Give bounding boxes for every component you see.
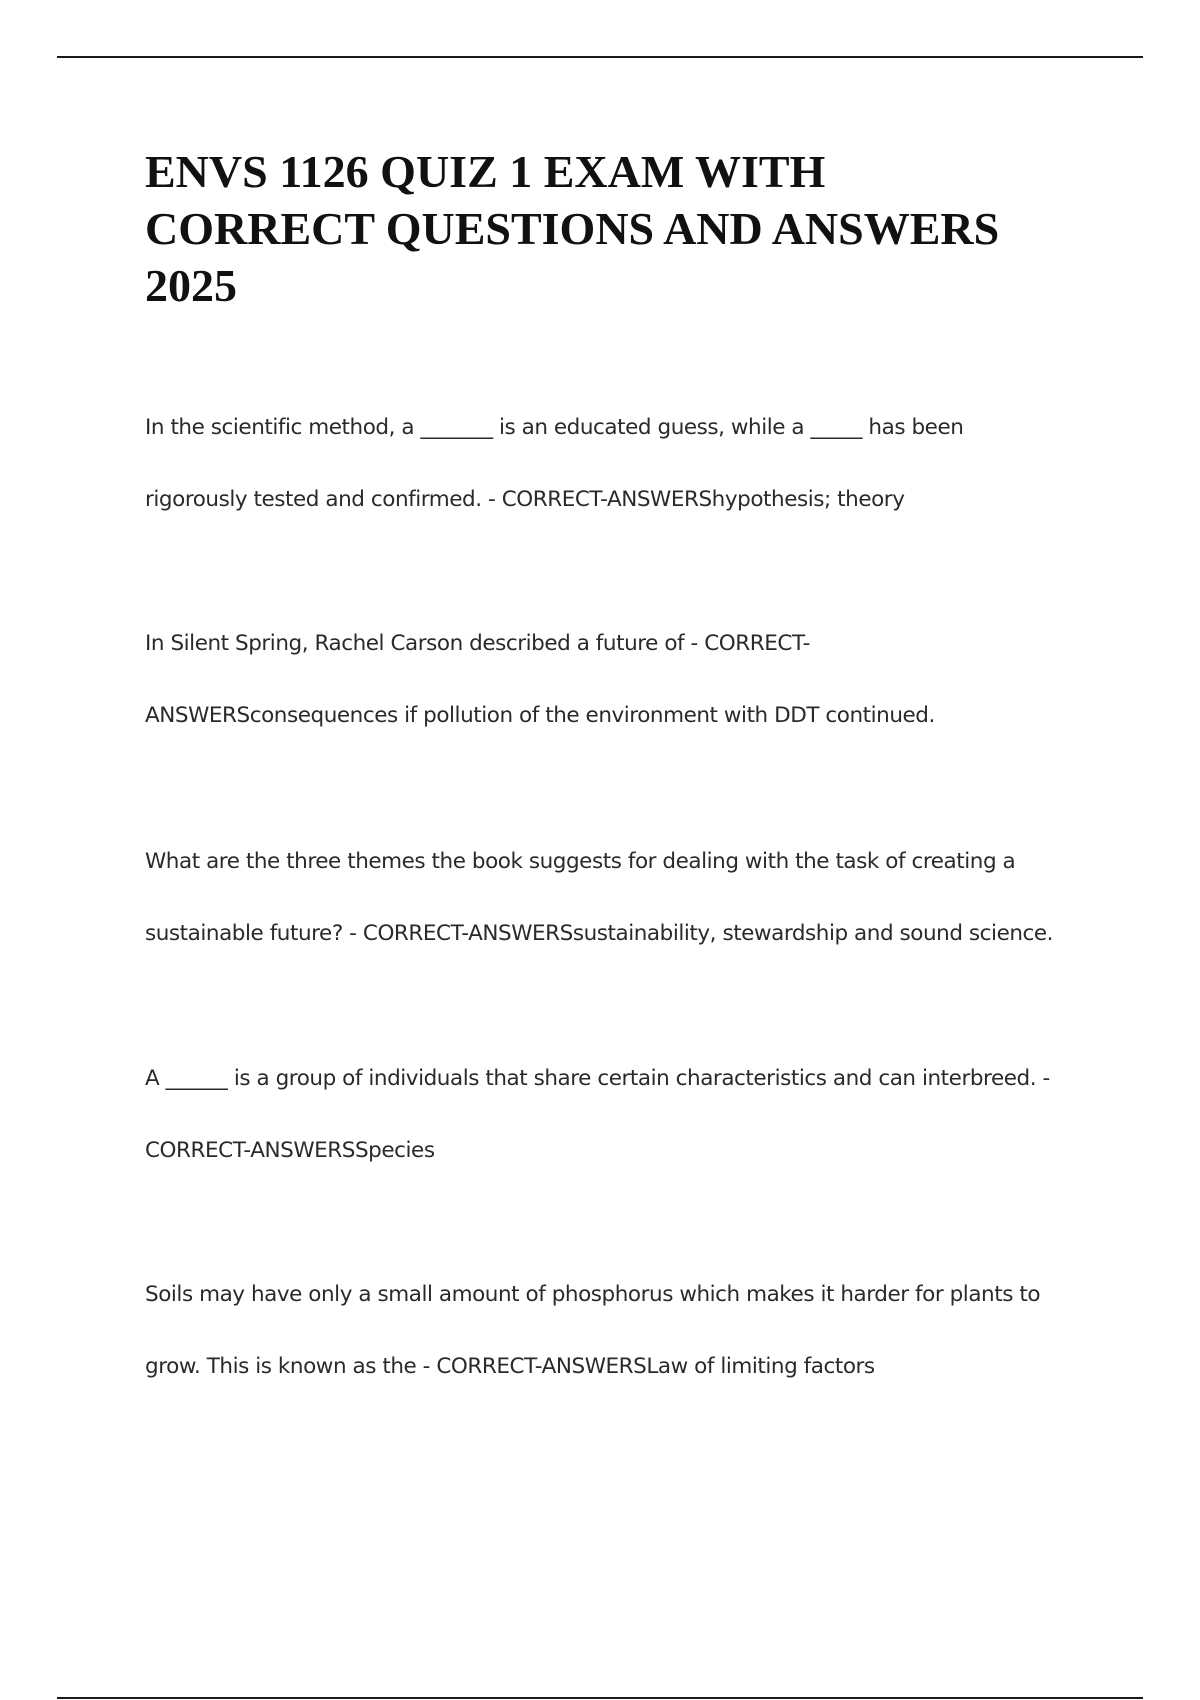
qa-line: ANSWERSconsequences if pollution of the environment with DDT continued.: [145, 703, 935, 728]
qa-item-1: [145, 413, 1105, 515]
bottom-rule: [57, 1697, 1143, 1699]
page-title: [145, 143, 1105, 314]
qa-line: In the scientific method, a _______ is an educated guess, while a _____ has been: [145, 415, 964, 440]
qa-line: sustainable future? - CORRECT-ANSWERSsustainability, stewardship and sound science.: [145, 921, 1054, 946]
qa-line: rigorously tested and confirmed. - CORRECT-ANSWERShypothesis; theory: [145, 487, 905, 512]
qa-item-5: [145, 1280, 1105, 1382]
qa-line: Soils may have only a small amount of phosphorus which makes it harder for plants to: [145, 1282, 1041, 1307]
top-rule: [57, 56, 1143, 58]
title-line: CORRECT QUESTIONS AND ANSWERS: [145, 203, 1000, 254]
qa-line: grow. This is known as the - CORRECT-ANSWERSLaw of limiting factors: [145, 1354, 875, 1379]
title-line: ENVS 1126 QUIZ 1 EXAM WITH: [145, 146, 826, 197]
qa-line: CORRECT-ANSWERSSpecies: [145, 1138, 435, 1163]
qa-line: A ______ is a group of individuals that share certain characteristics and can interbreed. -: [145, 1066, 1050, 1091]
qa-item-4: [145, 1064, 1105, 1166]
qa-line: What are the three themes the book suggests for dealing with the task of creating a: [145, 849, 1016, 874]
title-line: 2025: [145, 260, 237, 311]
qa-item-2: [145, 629, 1105, 731]
qa-line: In Silent Spring, Rachel Carson described a future of - CORRECT-: [145, 631, 810, 656]
qa-item-3: [145, 847, 1105, 949]
